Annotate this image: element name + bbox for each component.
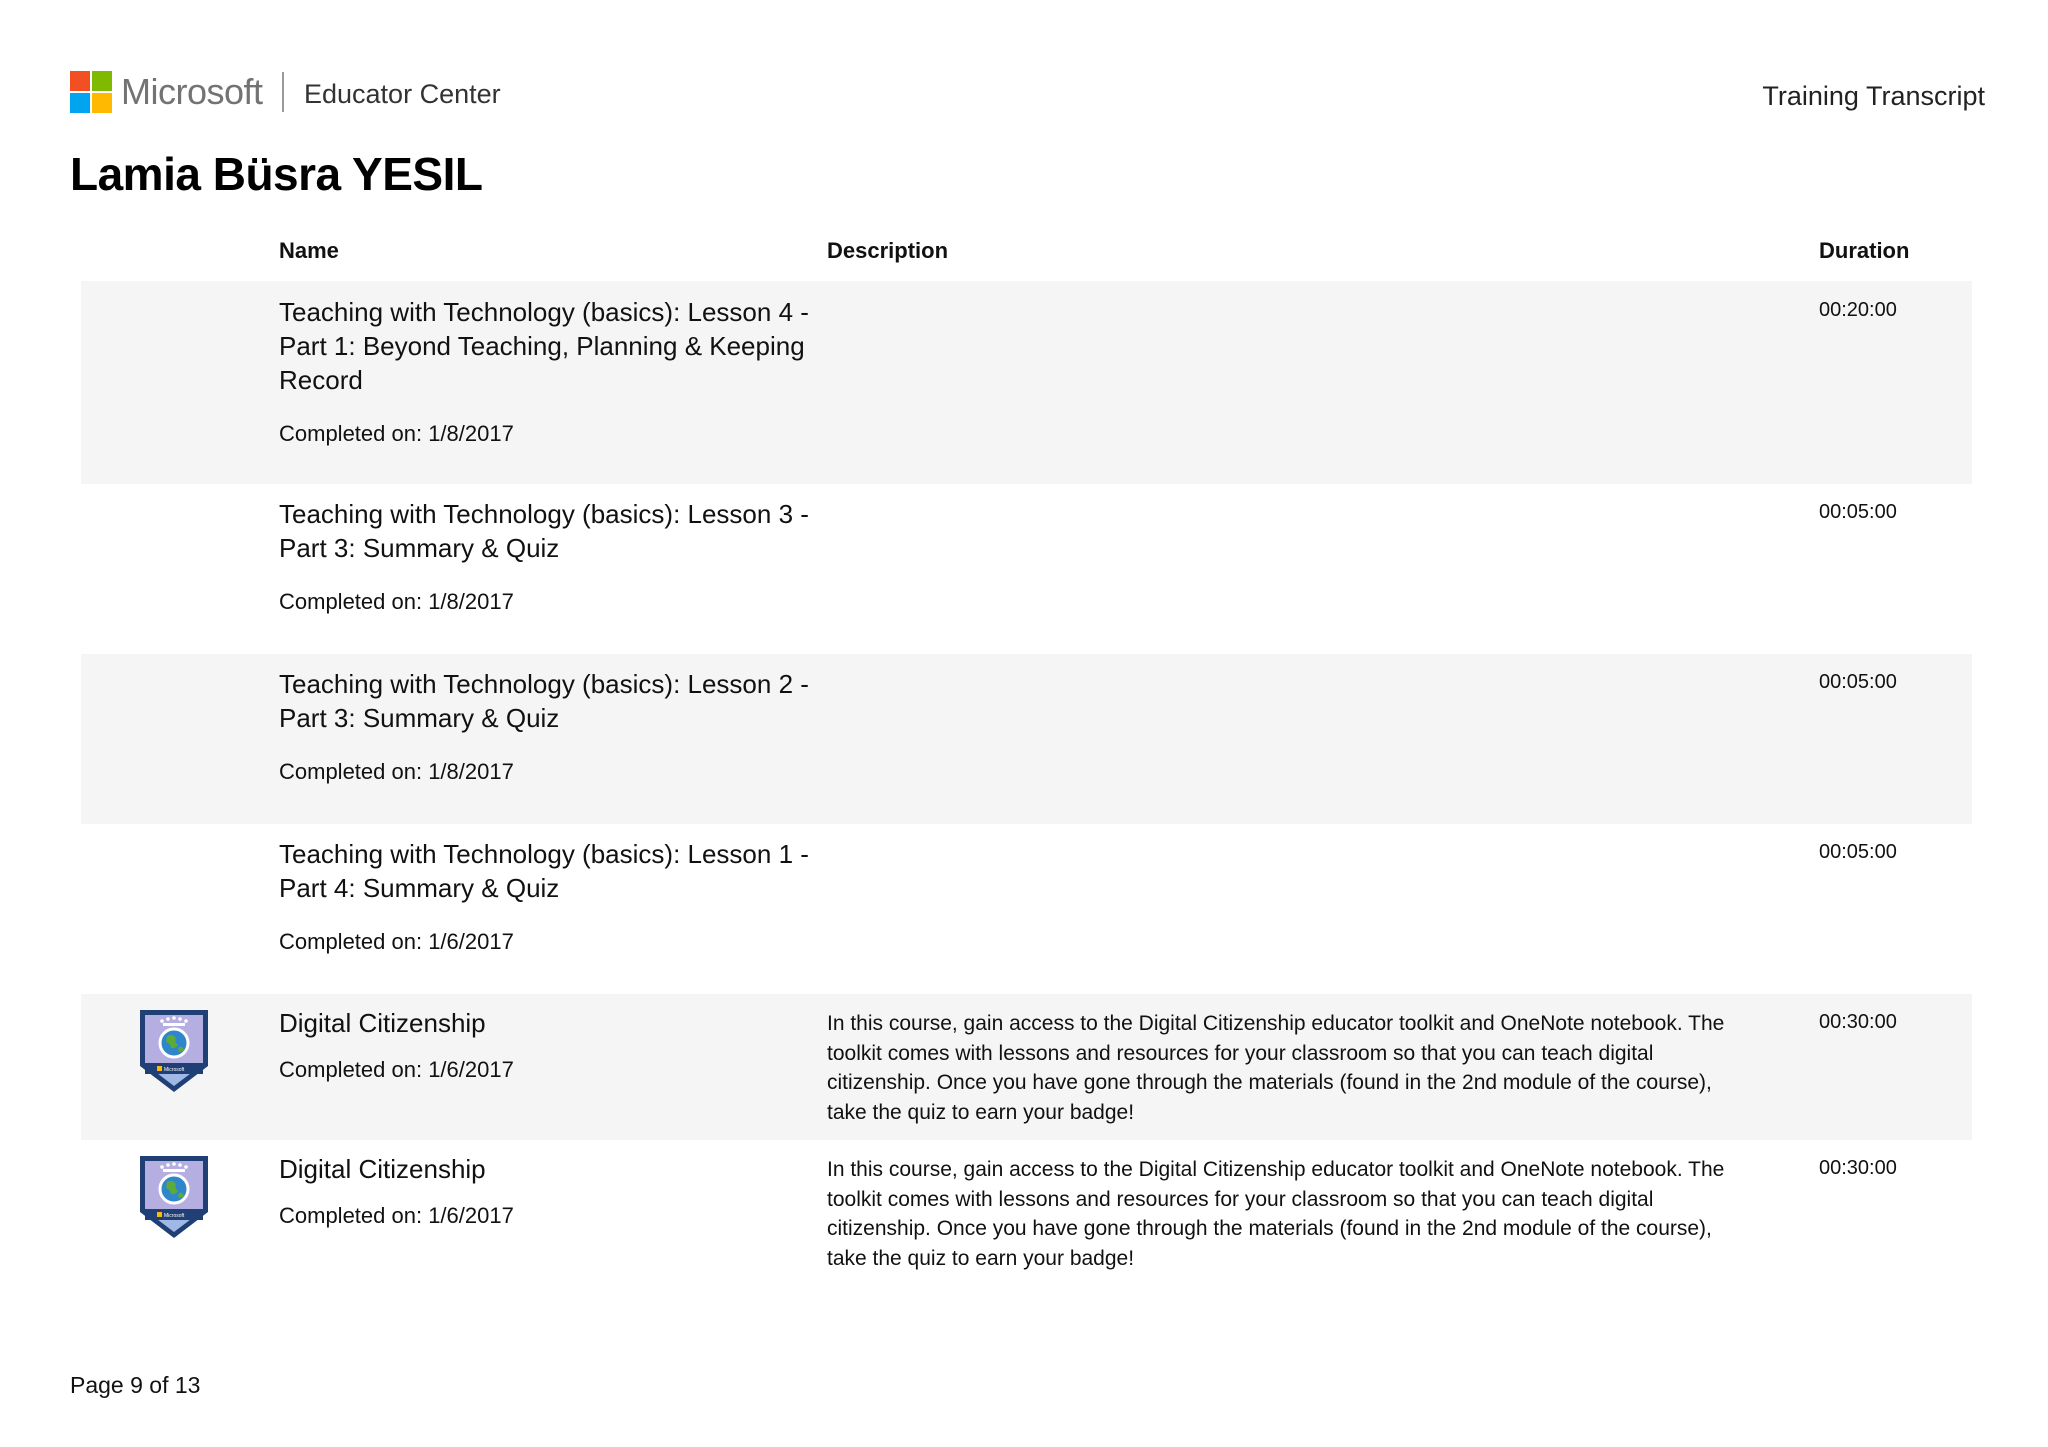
digital-citizenship-badge-icon	[136, 1152, 212, 1242]
document-type: Training Transcript	[1762, 81, 1985, 111]
course-duration: 00:20:00	[1819, 299, 1897, 321]
page-number: Page 9 of 13	[70, 1372, 201, 1398]
course-row	[81, 281, 1972, 484]
digital-citizenship-badge-icon	[136, 1006, 212, 1096]
course-name: Digital Citizenship	[279, 1008, 486, 1038]
course-name: Teaching with Technology (basics): Lesson 1 - Part 4: Summary & Quiz	[279, 839, 809, 903]
course-row	[81, 824, 1972, 994]
column-header-name: Name	[279, 238, 339, 263]
column-header-description: Description	[827, 238, 949, 263]
completed-date: Completed on: 1/6/2017	[279, 1203, 514, 1228]
completed-date: Completed on: 1/8/2017	[279, 421, 514, 446]
course-name: Digital Citizenship	[279, 1154, 486, 1184]
course-name: Teaching with Technology (basics): Lesson 3 - Part 3: Summary & Quiz	[279, 499, 809, 563]
course-row	[81, 654, 1972, 824]
microsoft-logo-icon	[70, 71, 112, 113]
course-duration: 00:30:00	[1819, 1011, 1897, 1033]
column-header-duration: Duration	[1819, 238, 1910, 263]
learner-name: Lamia Büsra YESIL	[70, 148, 483, 200]
logo-square-green	[92, 71, 112, 91]
course-row	[81, 484, 1972, 654]
course-row	[81, 1140, 1972, 1286]
logo-square-red	[70, 71, 90, 91]
completed-date: Completed on: 1/6/2017	[279, 929, 514, 954]
course-description: In this course, gain access to the Digital Citizenship educator toolkit and OneNote notebook. The toolkit comes with lessons and resources for your classroom so that you can teach digital citizenship. Once you have gone through the materials (found in the 2nd module of the course), take the quiz to earn your badge!	[827, 1012, 1725, 1124]
brand-wordmark: Microsoft	[121, 71, 263, 112]
course-duration: 00:05:00	[1819, 671, 1897, 693]
page-header	[70, 70, 1985, 120]
course-name: Teaching with Technology (basics): Lesson 2 - Part 3: Summary & Quiz	[279, 669, 809, 733]
svg-text:Microsoft: Microsoft	[164, 1067, 185, 1073]
completed-date: Completed on: 1/8/2017	[279, 589, 514, 614]
svg-text:Microsoft: Microsoft	[164, 1213, 185, 1219]
header-divider	[282, 72, 284, 112]
product-name: Educator Center	[304, 79, 501, 109]
course-duration: 00:30:00	[1819, 1157, 1897, 1179]
course-description: In this course, gain access to the Digital Citizenship educator toolkit and OneNote notebook. The toolkit comes with lessons and resources for your classroom so that you can teach digital citizenship. Once you have gone through the materials (found in the 2nd module of the course), take the quiz to earn your badge!	[827, 1158, 1725, 1270]
logo-square-blue	[70, 93, 90, 113]
course-duration: 00:05:00	[1819, 841, 1897, 863]
logo-square-yellow	[92, 93, 112, 113]
course-row	[81, 994, 1972, 1140]
completed-date: Completed on: 1/6/2017	[279, 1057, 514, 1082]
course-duration: 00:05:00	[1819, 501, 1897, 523]
completed-date: Completed on: 1/8/2017	[279, 759, 514, 784]
course-name: Teaching with Technology (basics): Lesson 4 - Part 1: Beyond Teaching, Planning & Keeping Record	[279, 297, 809, 395]
